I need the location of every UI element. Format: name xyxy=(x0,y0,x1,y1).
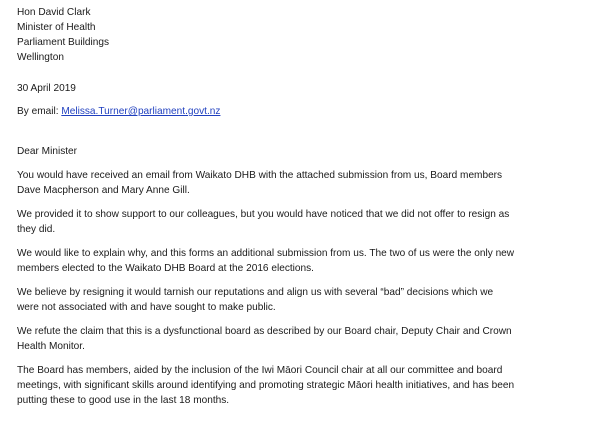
paragraph-line: Dave Macpherson and Mary Anne Gill. xyxy=(17,185,190,196)
recipient-name: Hon David Clark xyxy=(17,7,91,18)
email-link[interactable]: Melissa.Turner@parliament.govt.nz xyxy=(61,106,221,117)
paragraph-line: You would have received an email from Waikato DHB with the attached submission from us, Board members xyxy=(17,170,503,181)
paragraph xyxy=(17,363,587,408)
paragraph-line: were not associated with and have sought to make public. xyxy=(17,302,276,313)
letter-date: 30 April 2019 xyxy=(17,83,76,94)
paragraph xyxy=(17,207,587,237)
recipient-building: Parliament Buildings xyxy=(17,37,110,48)
paragraph xyxy=(17,168,587,198)
recipient-city: Wellington xyxy=(17,52,64,63)
salutation: Dear Minister xyxy=(17,146,78,157)
recipient-title: Minister of Health xyxy=(17,22,96,33)
paragraph-line: they did. xyxy=(17,224,56,235)
paragraph-line: The Board has members, aided by the inclusion of the Iwi Māori Council chair at all our committee and board xyxy=(17,365,503,376)
paragraph-line: We provided it to show support to our colleagues, but you would have noticed that we did not offer to resign as xyxy=(17,209,510,220)
paragraph xyxy=(17,324,587,354)
recipient-address xyxy=(17,5,587,65)
paragraph-line: members elected to the Waikato DHB Board at the 2016 elections. xyxy=(17,263,314,274)
by-email-line xyxy=(17,104,587,119)
paragraph-line: meetings, with significant skills around identifying and promoting strategic Māori health initiatives, and has been xyxy=(17,380,515,391)
paragraph-line: putting these to good use in the last 18 months. xyxy=(17,395,230,406)
paragraph-line: We refute the claim that this is a dysfunctional board as described by our Board chair, Deputy Chair and Crown xyxy=(17,326,512,337)
paragraph-line: Health Monitor. xyxy=(17,341,85,352)
paragraph-line: We believe by resigning it would tarnish our reputations and align us with several “bad” decisions which we xyxy=(17,287,494,298)
paragraph-line: We would like to explain why, and this forms an additional submission from us. The two of us were the only new xyxy=(17,248,515,259)
by-email-label: By email: xyxy=(17,106,62,117)
letter-page xyxy=(17,5,587,408)
paragraph xyxy=(17,246,587,276)
paragraph xyxy=(17,285,587,315)
